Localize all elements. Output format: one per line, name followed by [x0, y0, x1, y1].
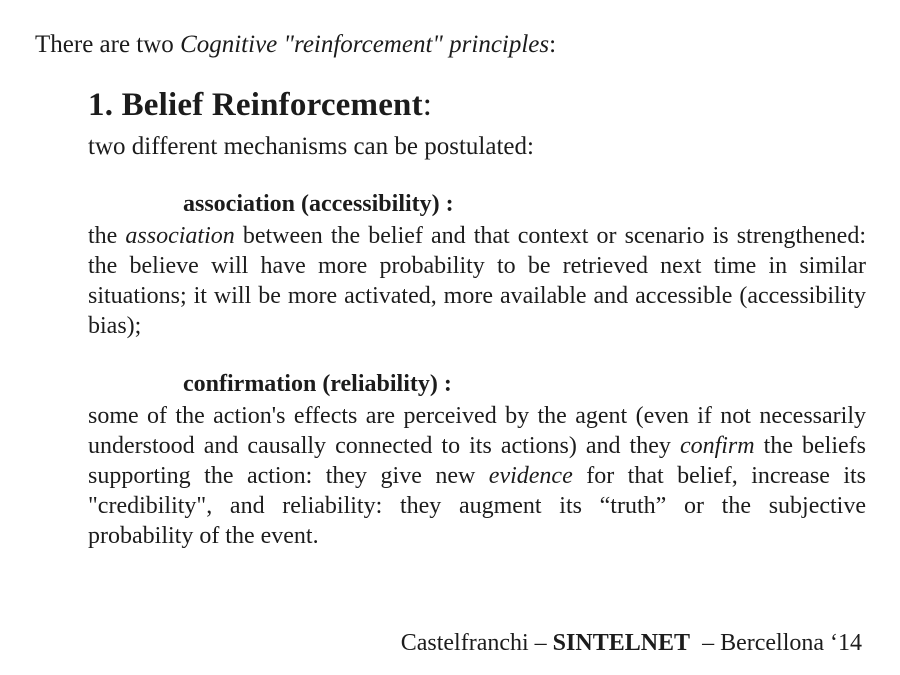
section-association-title: association (accessibility) :: [183, 191, 454, 217]
intro-line: There are two Cognitive "reinforcement" principles:: [35, 31, 557, 58]
slide-subtitle: two different mechanisms can be postulated:: [88, 133, 534, 160]
slide-title: 1. Belief Reinforcement:: [88, 87, 433, 123]
section-confirmation-title: confirmation (reliability) :: [183, 371, 452, 397]
section-confirmation-body: some of the action's effects are perceived by the agent (even if not necessarily understood and causally connected to its actions) and they confirm the beliefs supporting the action: they give new evidence for that belief, increase its "credibility", and reliability: they augment its “truth” or the subjective probability of the event.: [88, 403, 867, 549]
section-association-body: the association between the belief and that context or scenario is strengthened: the believe will have more probability to be retrieved next time in similar situations; it will be more activated, more available and accessible (accessibility bias);: [88, 223, 866, 339]
footer-credit: Castelfranchi – SINTELNET – Bercellona ‘14: [400, 630, 862, 656]
